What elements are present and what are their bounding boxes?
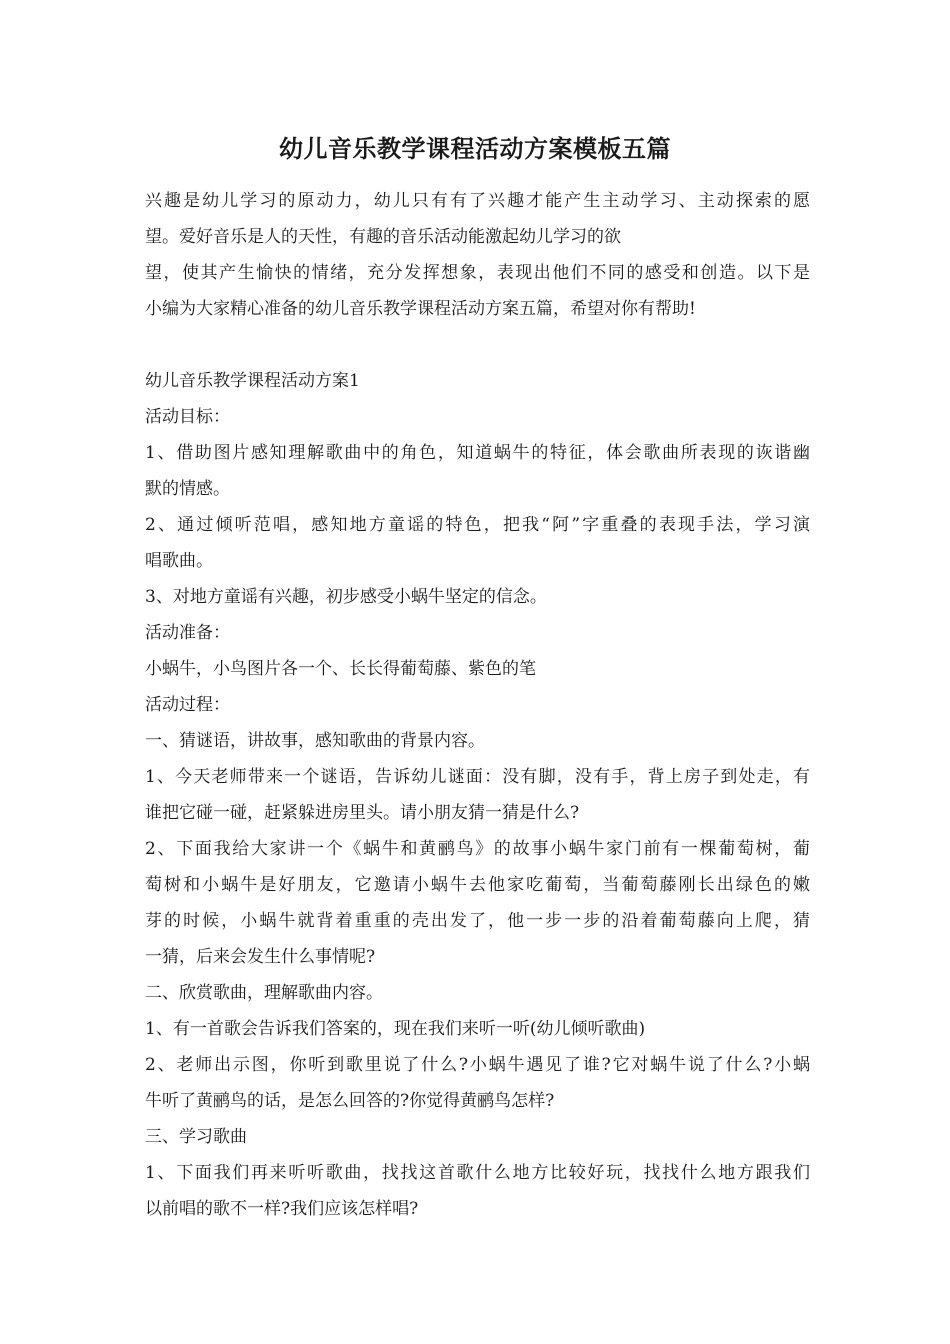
goal-item: 3、对地方童谣有兴趣，初步感受小蜗牛坚定的信念。 bbox=[145, 587, 547, 607]
step-item bbox=[145, 1155, 810, 1227]
step-line: 萄树和小蜗牛是好朋友，它邀请小蜗牛去他家吃葡萄，当葡萄藤刚长出绿色的嫩 bbox=[145, 875, 810, 895]
step-line: 谁把它碰一碰，赶紧躲进房里头。请小朋友猜一猜是什么? bbox=[145, 803, 580, 823]
step-item bbox=[145, 759, 810, 831]
goal-line: 2、通过倾听范唱，感知地方童谣的特色，把我“阿”字重叠的表现手法，学习演 bbox=[145, 515, 810, 535]
goal-line: 1、借助图片感知理解歌曲中的角色，知道蜗牛的特征，体会歌曲所表现的诙谐幽 bbox=[145, 443, 810, 463]
goal-item bbox=[145, 507, 810, 579]
intro-line: 望，使其产生愉快的情绪，充分发挥想象，表现出他们不同的感受和创造。以下是 bbox=[145, 263, 810, 283]
step-line: 2、老师出示图，你听到歌里说了什么?小蜗牛遇见了谁?它对蜗牛说了什么?小蜗 bbox=[145, 1055, 810, 1075]
goal-item bbox=[145, 435, 810, 507]
step-heading: 一、猜谜语，讲故事，感知歌曲的背景内容。 bbox=[145, 731, 485, 751]
step-item bbox=[145, 1047, 810, 1119]
step-heading: 三、学习歌曲 bbox=[145, 1127, 247, 1147]
document-title: 幼儿音乐教学课程活动方案模板五篇 bbox=[279, 134, 671, 163]
step-line: 芽的时候，小蜗牛就背着重重的壳出发了，他一步一步的沿着葡萄藤向上爬，猜 bbox=[145, 911, 810, 931]
step-item bbox=[145, 831, 810, 975]
goal-line: 默的情感。 bbox=[145, 479, 230, 499]
goal-line: 唱歌曲。 bbox=[145, 551, 213, 571]
process-label: 活动过程： bbox=[145, 695, 230, 715]
prep-text: 小蜗牛，小鸟图片各一个、长长得葡萄藤、紫色的笔 bbox=[145, 659, 536, 679]
section-heading: 幼儿音乐教学课程活动方案1 bbox=[145, 371, 360, 391]
intro-line: 小编为大家精心准备的幼儿音乐教学课程活动方案五篇，希望对你有帮助! bbox=[145, 299, 696, 319]
step-heading: 二、欣赏歌曲，理解歌曲内容。 bbox=[145, 983, 383, 1003]
step-line: 1、今天老师带来一个谜语，告诉幼儿谜面：没有脚，没有手，背上房子到处走，有 bbox=[145, 767, 810, 787]
intro-line: 兴趣是幼儿学习的原动力，幼儿只有有了兴趣才能产生主动学习、主动探索的愿 bbox=[145, 191, 810, 211]
prep-label: 活动准备： bbox=[145, 623, 230, 643]
goals-label: 活动目标： bbox=[145, 407, 230, 427]
step-line: 以前唱的歌不一样?我们应该怎样唱? bbox=[145, 1199, 419, 1219]
step-line: 1、下面我们再来听听歌曲，找找这首歌什么地方比较好玩，找找什么地方跟我们 bbox=[145, 1163, 810, 1183]
step-line: 2、下面我给大家讲一个《蜗牛和黄鹂鸟》的故事小蜗牛家门前有一棵葡萄树，葡 bbox=[145, 839, 810, 859]
intro-line: 望。爱好音乐是人的天性，有趣的音乐活动能激起幼儿学习的欲 bbox=[145, 227, 621, 247]
step-line: 一猜，后来会发生什么事情呢? bbox=[145, 947, 376, 967]
step-line: 牛听了黄鹂鸟的话，是怎么回答的?你觉得黄鹂鸟怎样? bbox=[145, 1091, 555, 1111]
step-item: 1、有一首歌会告诉我们答案的，现在我们来听一听(幼儿倾听歌曲) bbox=[145, 1019, 646, 1039]
